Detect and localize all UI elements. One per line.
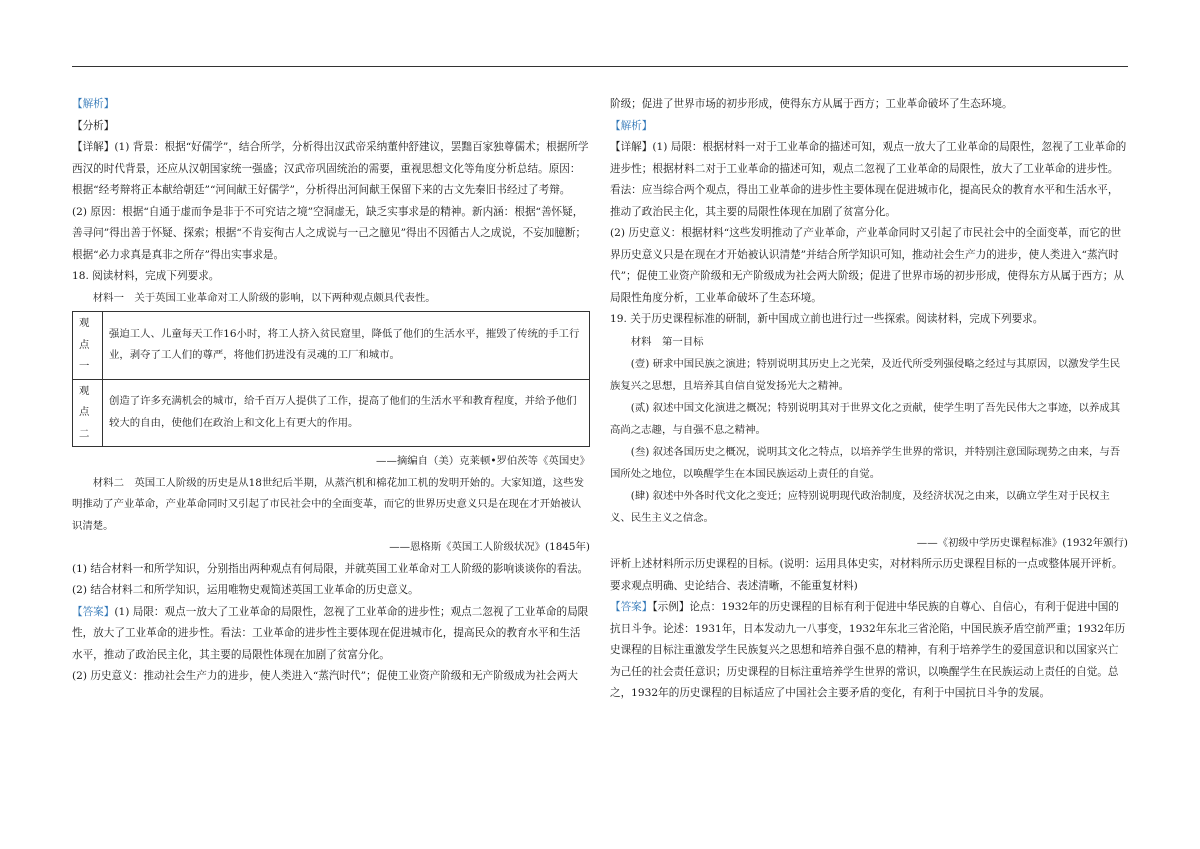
question-19: 19. 关于历史课程标准的研制，新中国成立前也进行过一些探索。阅读材料，完成下列要求。 — [610, 313, 1044, 325]
detail-paragraph-1: 【详解】(1) 背景：根据“好儒学”，结合所学，分析得出汉武帝采纳董仲舒建议，罢黜百家独尊儒术；根据所学西汉的时代背景，还应从汉朝国家统一强盛；汉武帝巩固统治的需要，重视思想文化等角度分析总结。原因：根据“经考辩将正本献给朝廷”“河间献王好儒学”，分析得出河间献王保留下来的古文先秦旧书经过了考辩。 — [72, 141, 589, 196]
left-column — [72, 94, 590, 688]
answer-1-text: (1) 局限：观点一放大了工业革命的局限性，忽视了工业革命的进步性；观点二忽视了工业革命的局限性，放大了工业革命的进步性。看法：工业革命的进步性主要体现在促进城市化，提高民众的教育水平和生活水平，推动了政治民主化，其主要的局限性体现在加剧了贫富分化。 — [72, 605, 589, 661]
detail-paragraph-4: (2) 历史意义：根据材料“这些发明推动了产业革命，产业革命同时又引起了市民社会中的全面变革，而它的世界历史意义只是在现在才开始被认识清楚”并结合所学知识可知，推动社会生产力的进步，使人类进入“蒸汽时代”；促使工业资产阶级和无产阶级成为社会两大阶级；促进了世界市场的初步形成，使得东方从属于西方；从局限性角度分析，工业革命破坏了生态环境。 — [610, 227, 1124, 304]
goal-2: (贰) 叙述中国文化演进之概况；特别说明其对于世界文化之贡献，使学生明了吾先民伟大之事迹，以养成其高尚之志趣，与自强不息之精神。 — [610, 401, 1121, 436]
table-row — [73, 312, 590, 380]
material-2: 材料二 英国工人阶级的历史是从18世纪后半期，从蒸汽机和棉花加工机的发明开始的。大家知道，这些发明推动了产业革命，产业革命同时又引起了市民社会中的全面变革，而它的世界历史意义只是在现在才开始被认识清楚。 — [72, 476, 584, 532]
analysis-tag-2: 【解析】 — [610, 119, 653, 132]
fenxi-tag: 【分析】 — [72, 119, 115, 132]
source-citation-3: ——《初级中学历史课程标准》(1932年颁行) — [916, 536, 1128, 549]
answer-2: (2) 历史意义：推动社会生产力的进步，使人类进入“蒸汽时代”；促使工业资产阶级和无产阶级成为社会两大 — [72, 670, 578, 682]
sub-question-2: (2) 结合材料二和所学知识，运用唯物史观简述英国工业革命的历史意义。 — [72, 584, 419, 596]
viewpoint-1-header: 观点一 — [73, 312, 103, 380]
answer-1 — [72, 602, 590, 667]
viewpoint-2-header: 观点二 — [73, 379, 103, 447]
material-heading: 材料 第一目标 — [630, 335, 704, 348]
sub-question-1: (1) 结合材料一和所学知识，分别指出两种观点有何局限，并就英国工业革命对工人阶级的影响谈谈你的看法。 — [72, 562, 589, 575]
table-row — [73, 379, 590, 447]
answer-tag-2: 【答案】 — [610, 601, 653, 613]
answer-tag: 【答案】 — [72, 605, 115, 618]
goal-3: (叁) 叙述各国历史之概况，说明其文化之特点，以培养学生世界的常识，并特别注意国际现势之由来，与吾国所处之地位，以唤醒学生在本国民族运动上责任的自觉。 — [610, 445, 1121, 480]
right-column — [610, 94, 1128, 705]
goal-4: (肆) 叙述中外各时代文化之变迁；应特别说明现代政治制度，及经济状况之由来，以确立学生对于民权主义、民生主义之信念。 — [610, 489, 1110, 524]
question-18: 18. 阅读材料，完成下列要求。 — [72, 270, 220, 282]
answer-3-text: 【示例】论点：1932年的历史课程的目标有利于促进中华民族的自尊心、自信心，有利于促进中国的抗日斗争。论述：1931年，日本发动九一八事变，1932年东北三省沦陷，中国民族矛盾空前严重；1932年历史课程的目标注重激发学生民族复兴之思想和培养自强不息的精神，有利于培养学生的爱国意识和以国家兴亡为己任的社会责任意识；历史课程的目标注重培养学生世界的常识，以唤醒学生在民族运动上责任的自觉。总之，1932年的历史课程的目标适应了中国社会主要矛盾的变化，有利于中国抗日斗争的发展。 — [610, 601, 1126, 699]
viewpoint-table — [72, 311, 590, 447]
material-1: 材料一 关于英国工业革命对工人阶级的影响，以下两种观点颇具代表性。 — [92, 291, 436, 304]
answer-continuation: 阶级；促进了世界市场的初步形成，使得东方从属于西方；工业革命破坏了生态环境。 — [610, 98, 1013, 110]
header-rule — [72, 66, 1128, 67]
goal-1: (壹) 研求中国民族之演进；特别说明其历史上之光荣，及近代所受列强侵略之经过与其原因，以激发学生民族复兴之思想，且培养其自信自觉发扬光大之精神。 — [610, 357, 1121, 392]
answer-3 — [610, 597, 1128, 705]
source-citation-2: ——恩格斯《英国工人阶级状况》(1845年) — [389, 541, 590, 553]
source-citation-1: ——摘编自（美）克莱顿•罗伯茨等《英国史》 — [376, 455, 590, 467]
viewpoint-2-text: 创造了许多充满机会的城市，给千百万人提供了工作，提高了他们的生活水平和教育程度，并给予他们较大的自由，使他们在政治上和文化上有更大的作用。 — [103, 379, 590, 447]
detail-paragraph-3: 【详解】(1) 局限：根据材料一对于工业革命的描述可知，观点一放大了工业革命的局限性，忽视了工业革命的进步性；根据材料二对于工业革命的描述可知，观点二忽视了工业革命的局限性，放大了工业革命的进步性。看法：应当综合两个观点，得出工业革命的进步性主要体现在促进城市化，提高民众的教育水平和生活水平，推动了政治民主化，其主要的局限性体现在加剧了贫富分化。 — [610, 141, 1127, 218]
task-instruction: 评析上述材料所示历史课程的目标。(说明：运用具体史实，对材料所示历史课程目标的一点或整体展开评析。要求观点明确、史论结合、表述清晰，不能重复材料) — [610, 558, 1123, 592]
detail-paragraph-2: (2) 原因：根据“自通于虚而争是非于不可究诘之境”空洞虚无，缺乏实事求是的精神。新内涵：根据“善怀疑，善寻问”得出善于怀疑、探索；根据“不肯妄徇古人之成说与一己之臆见”得出不因循古人之成说，不妄加臆断；根据“必力求真是真非之所存”得出实事求是。 — [72, 205, 587, 261]
analysis-tag: 【解析】 — [72, 98, 115, 110]
viewpoint-1-text: 强迫工人、儿童每天工作16小时，将工人挤入贫民窟里，降低了他们的生活水平，摧毁了传统的手工行业，剥夺了工人们的尊严，将他们扔进没有灵魂的工厂和城市。 — [103, 312, 590, 380]
